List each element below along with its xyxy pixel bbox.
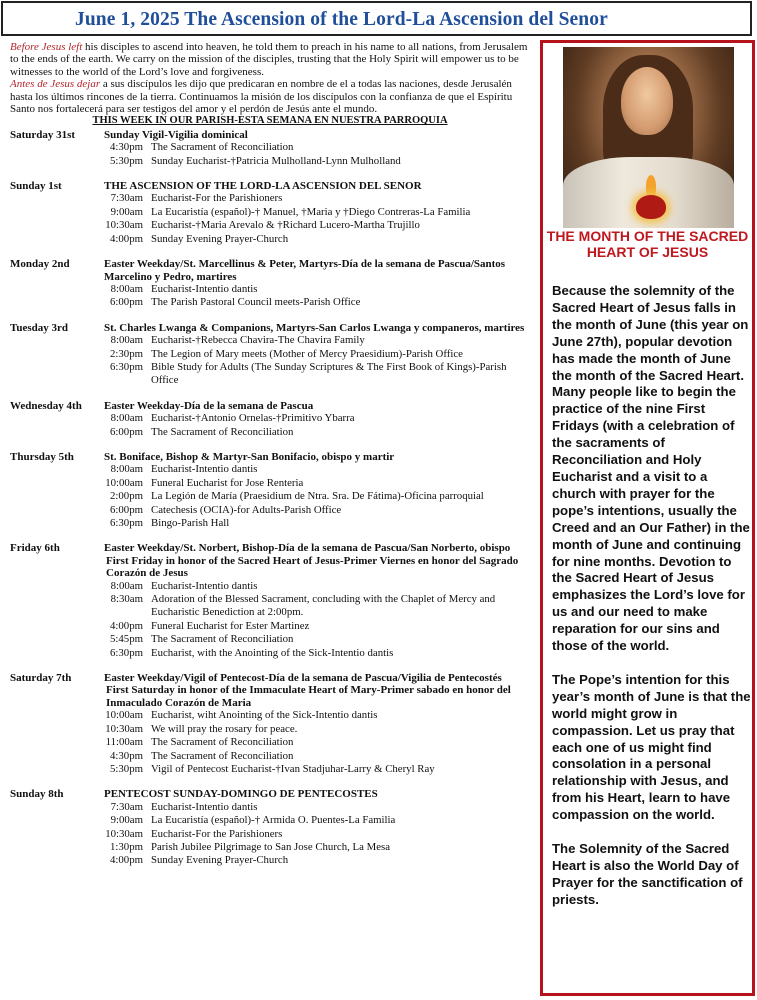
entry-description: Sunday Evening Prayer-Church [151,232,289,245]
schedule-day [10,129,530,168]
entry-description: Funeral Eucharist for Ester Martinez [151,619,310,632]
entry-description: The Sacrament of Reconciliation [151,736,294,749]
schedule [10,129,530,868]
day-header [10,542,530,554]
entry-description: Catechesis (OCIA)-for Adults-Parish Office [151,503,342,516]
page-title: June 1, 2025 The Ascension of the Lord-La Ascension del Senor [75,9,608,30]
schedule-entry [10,463,530,476]
entry-time: 8:00am [110,463,143,476]
day-title: Easter Weekday/St. Norbert, Bishop-Día de la semana de Pascua/San Norberto, obispo [104,542,511,555]
schedule-entry [10,736,530,749]
entry-time: 10:30am [105,722,143,735]
entry-description: Adoration of the Blessed Sacrament, concluding with the Chaplet of Mercy and Eucharistic Benediction at 2:00pm. [151,593,496,619]
day-header [10,322,530,334]
schedule-entry [10,504,530,517]
day-title: Sunday Vigil-Vigilia dominical [104,128,248,141]
entry-description: La Eucaristía (español)-† Armida O. Puentes-La Familia [151,814,396,827]
sidebar-title: THE MONTH OF THE SACRED HEART OF JESUS [546,228,749,260]
heart-icon [636,195,666,219]
entry-time: 4:00pm [110,232,143,245]
schedule-entry [10,709,530,722]
entry-description: Eucharist-For the Parishioners [151,192,283,205]
entry-time: 6:00pm [110,503,143,516]
entry-time: 8:00am [110,334,143,347]
entry-description: The Sacrament of Reconciliation [151,141,294,154]
entry-time: 6:30pm [110,646,143,659]
entry-time: 1:30pm [110,840,143,853]
entry-description: Parish Jubilee Pilgrimage to San Jose Church, La Mesa [151,840,390,853]
schedule-entry [10,763,530,776]
entry-description: The Sacrament of Reconciliation [151,425,294,438]
entry-time: 6:00pm [110,425,143,438]
day-title: Easter Weekday/St. Marcellinus & Peter, Martyrs-Día de la semana de Pascua/Santos Marcelino y Pedro, martires [104,258,506,283]
entry-time: 10:30am [105,219,143,232]
entry-time: 7:30am [110,800,143,813]
entry-time: 8:00am [110,282,143,295]
day-header [10,180,530,192]
day-name: Sunday 1st [10,180,62,193]
intro-english-text: his disciples to ascend into heaven, he told them to preach in his name to all nations, from Jerusalem to the ends of the earth. We carry on the mission of the disciples, trusting that the Holy Spirit will empower us to be witnesses to the world of the Lord’s love and forgiveness. [10,41,528,78]
entry-description: Eucharist, with the Anointing of the Sick-Intentio dantis [151,646,394,659]
entry-description: Bingo-Parish Hall [151,517,230,529]
day-name: Sunday 8th [10,788,64,801]
schedule-entry [10,828,530,841]
schedule-entry [10,814,530,827]
entry-time: 5:30pm [110,154,143,167]
entry-time: 5:45pm [110,633,143,646]
entry-time: 5:30pm [110,762,143,775]
entry-description: Eucharist-†Antonio Ornelas-†Primitivo Ybarra [151,412,355,425]
sacred-heart-sidebar [540,40,755,996]
intro-english-lead: Before Jesus left [10,41,83,53]
intro-english [10,41,530,78]
entry-description: Sunday Eucharist-†Patricia Mulholland-Lynn Mulholland [151,154,401,167]
schedule-entry [10,854,530,867]
schedule-entry [10,517,530,530]
entry-time: 6:00pm [110,296,143,309]
week-title: THIS WEEK IN OUR PARISH-ESTA SEMANA EN NUESTRA PARROQUIA [92,115,448,127]
entry-time: 9:00am [110,205,143,218]
entry-description: We will pray the rosary for peace. [151,722,298,735]
schedule-entry [10,412,530,425]
entry-time: 2:30pm [110,347,143,360]
entry-time: 7:30am [110,192,143,205]
schedule-entry [10,283,530,296]
schedule-entry [10,348,530,361]
schedule-entry [10,361,530,388]
day-title: St. Charles Lwanga & Companions, Martyrs-San Carlos Lwanga y companeros, martires [104,321,525,334]
schedule-entry [10,620,530,633]
entry-time: 4:30pm [110,749,143,762]
entry-description: The Parish Pastoral Council meets-Parish Office [151,296,361,309]
schedule-day [10,788,530,867]
day-name: Saturday 31st [10,128,76,141]
schedule-entry [10,233,530,246]
entry-description: La Eucaristía (español)-† Manuel, †Maria y †Diego Contreras-La Familia [151,205,471,218]
schedule-entry [10,206,530,219]
schedule-day [10,451,530,530]
day-title: Easter Weekday/Vigil of Pentecost-Día de la semana de Pascua/Vigilia de Pentecostés [104,672,502,685]
entry-time: 2:00pm [110,490,143,503]
day-header [10,788,530,800]
schedule-entry [10,841,530,854]
entry-time: 4:30pm [110,141,143,154]
intro-spanish [10,78,530,115]
entry-time: 11:00am [105,736,143,749]
schedule-entry [10,334,530,347]
schedule-entry [10,490,530,503]
intro-spanish-text: a sus discípulos les dijo que predicaran en nombre de el a todas las naciones, desde Jerusalén hasta los últimos rincones de la tierra. Continuamos la misión de los discípulos con la confianza de que el Espíritu Santo nos fortalecerá para ser testigos del amor y el perdón de Jesús ante el mundo. [10,78,513,116]
day-title: PENTECOST SUNDAY-DOMINGO DE PENTECOSTES [104,788,378,801]
schedule-entry [10,219,530,232]
entry-description: Eucharist-Intentio dantis [151,463,258,476]
entry-description: Eucharist-Intentio dantis [151,579,258,592]
entry-time: 6:30pm [110,517,143,529]
entry-time: 4:00pm [110,619,143,632]
page-header [1,1,752,36]
entry-description: The Legion of Mary meets (Mother of Mercy Praesidium)-Parish Office [151,347,463,360]
entry-description: Eucharist-Intentio dantis [151,800,258,813]
schedule-entry [10,192,530,205]
schedule-entry [10,801,530,814]
schedule-entry [10,426,530,439]
day-title: THE ASCENSION OF THE LORD-LA ASCENSION DEL SENOR [104,180,422,193]
day-title: Easter Weekday-Día de la semana de Pascua [104,399,314,412]
schedule-entry [10,155,530,168]
schedule-entry [10,633,530,646]
schedule-day [10,542,530,660]
schedule-day [10,400,530,439]
day-name: Tuesday 3rd [10,321,68,334]
day-name: Thursday 5th [10,450,74,463]
portrait-face [621,67,673,135]
schedule-entry [10,296,530,309]
entry-time: 10:00am [105,709,143,722]
entry-description: The Sacrament of Reconciliation [151,633,294,646]
entry-description: Bible Study for Adults (The Sunday Scriptures & The First Book of Kings)-Parish Office [151,360,507,387]
flame-icon [646,175,656,197]
day-name: Friday 6th [10,542,60,555]
schedule-entry [10,580,530,593]
entry-description: Eucharist-For the Parishioners [151,827,283,840]
schedule-entry [10,141,530,154]
entry-time: 8:00am [110,412,143,425]
day-name: Wednesday 4th [10,399,82,412]
intro-spanish-lead: Antes de Jesus dejar [10,78,101,91]
left-column [10,41,530,868]
sidebar-body [552,283,752,926]
day-title: St. Boniface, Bishop & Martyr-San Bonifacio, obispo y martir [104,450,395,463]
schedule-day [10,258,530,310]
entry-description: Sunday Evening Prayer-Church [151,854,289,867]
schedule-entry [10,477,530,490]
schedule-entry [10,647,530,660]
entry-time: 4:00pm [110,854,143,867]
entry-time: 6:30pm [110,360,143,373]
schedule-entry [10,750,530,763]
sidebar-paragraph-2: The Pope’s intention for this year’s month of June is that the world might grow in compassion. Let us pray that each one of us might find consolation in a personal relationship with Jesus, and from his Heart, learn to have compassion on the world. [552,671,751,823]
entry-description: Eucharist-†Rebecca Chavira-The Chavira Family [151,334,365,347]
day-header [10,129,530,141]
day-subtitle: First Friday in honor of the Sacred Heart of Jesus-Primer Viernes en honor del Sagrado Corazón de Jesus [106,554,519,580]
day-header [10,451,530,463]
entry-description: Eucharist-†Maria Arevalo & †Richard Lucero-Martha Trujillo [151,219,420,232]
entry-description: Eucharist, wiht Anointing of the Sick-Intentio dantis [151,709,378,722]
entry-time: 8:30am [110,593,143,606]
day-name: Monday 2nd [10,258,70,271]
entry-description: La Legión de María (Praesidium de Ntra. Sra. De Fátima)-Oficina parroquial [151,490,484,503]
entry-time: 9:00am [110,814,143,827]
sidebar-paragraph-3: The Solemnity of the Sacred Heart is also the World Day of Prayer for the sanctification of priests. [552,841,743,907]
day-header [10,258,530,283]
sidebar-paragraph-1: Because the solemnity of the Sacred Heart of Jesus falls in the month of June (this year on June 27th), popular devotion has made the month of June the month of the Sacred Heart. Many people like to begin the practice of the nine First Fridays (with a celebration of the sacraments of Reconciliation and Holy Eucharist and a visit to a church with prayer for the pope’s intentions, usually the Creed and an Our Father) in the month of June and continuing for nine months. Devotion to the Sacred Heart of Jesus emphasizes the Lord’s love for us and our need to make reparation for our sins and those of the world. [552,283,750,654]
entry-description: Vigil of Pentecost Eucharist-†Ivan Stadjuhar-Larry & Cheryl Ray [151,762,435,775]
entry-description: The Sacrament of Reconciliation [151,749,294,762]
entry-time: 8:00am [110,579,143,592]
day-header [10,672,530,684]
entry-time: 10:00am [105,476,143,489]
intro [10,41,530,115]
schedule-day [10,322,530,388]
entry-description: Eucharist-Intentio dantis [151,282,258,295]
entry-time: 10:30am [105,827,143,840]
day-name: Saturday 7th [10,672,72,685]
day-header [10,400,530,412]
schedule-entry [10,593,530,620]
schedule-day [10,180,530,246]
day-subtitle: First Saturday in honor of the Immaculate Heart of Mary-Primer sabado en honor del Inmaculado Corazón de Maria [106,684,511,709]
entry-description: Funeral Eucharist for Jose Renteria [151,476,304,489]
sacred-heart-image [563,47,734,228]
schedule-entry [10,723,530,736]
schedule-day [10,672,530,776]
